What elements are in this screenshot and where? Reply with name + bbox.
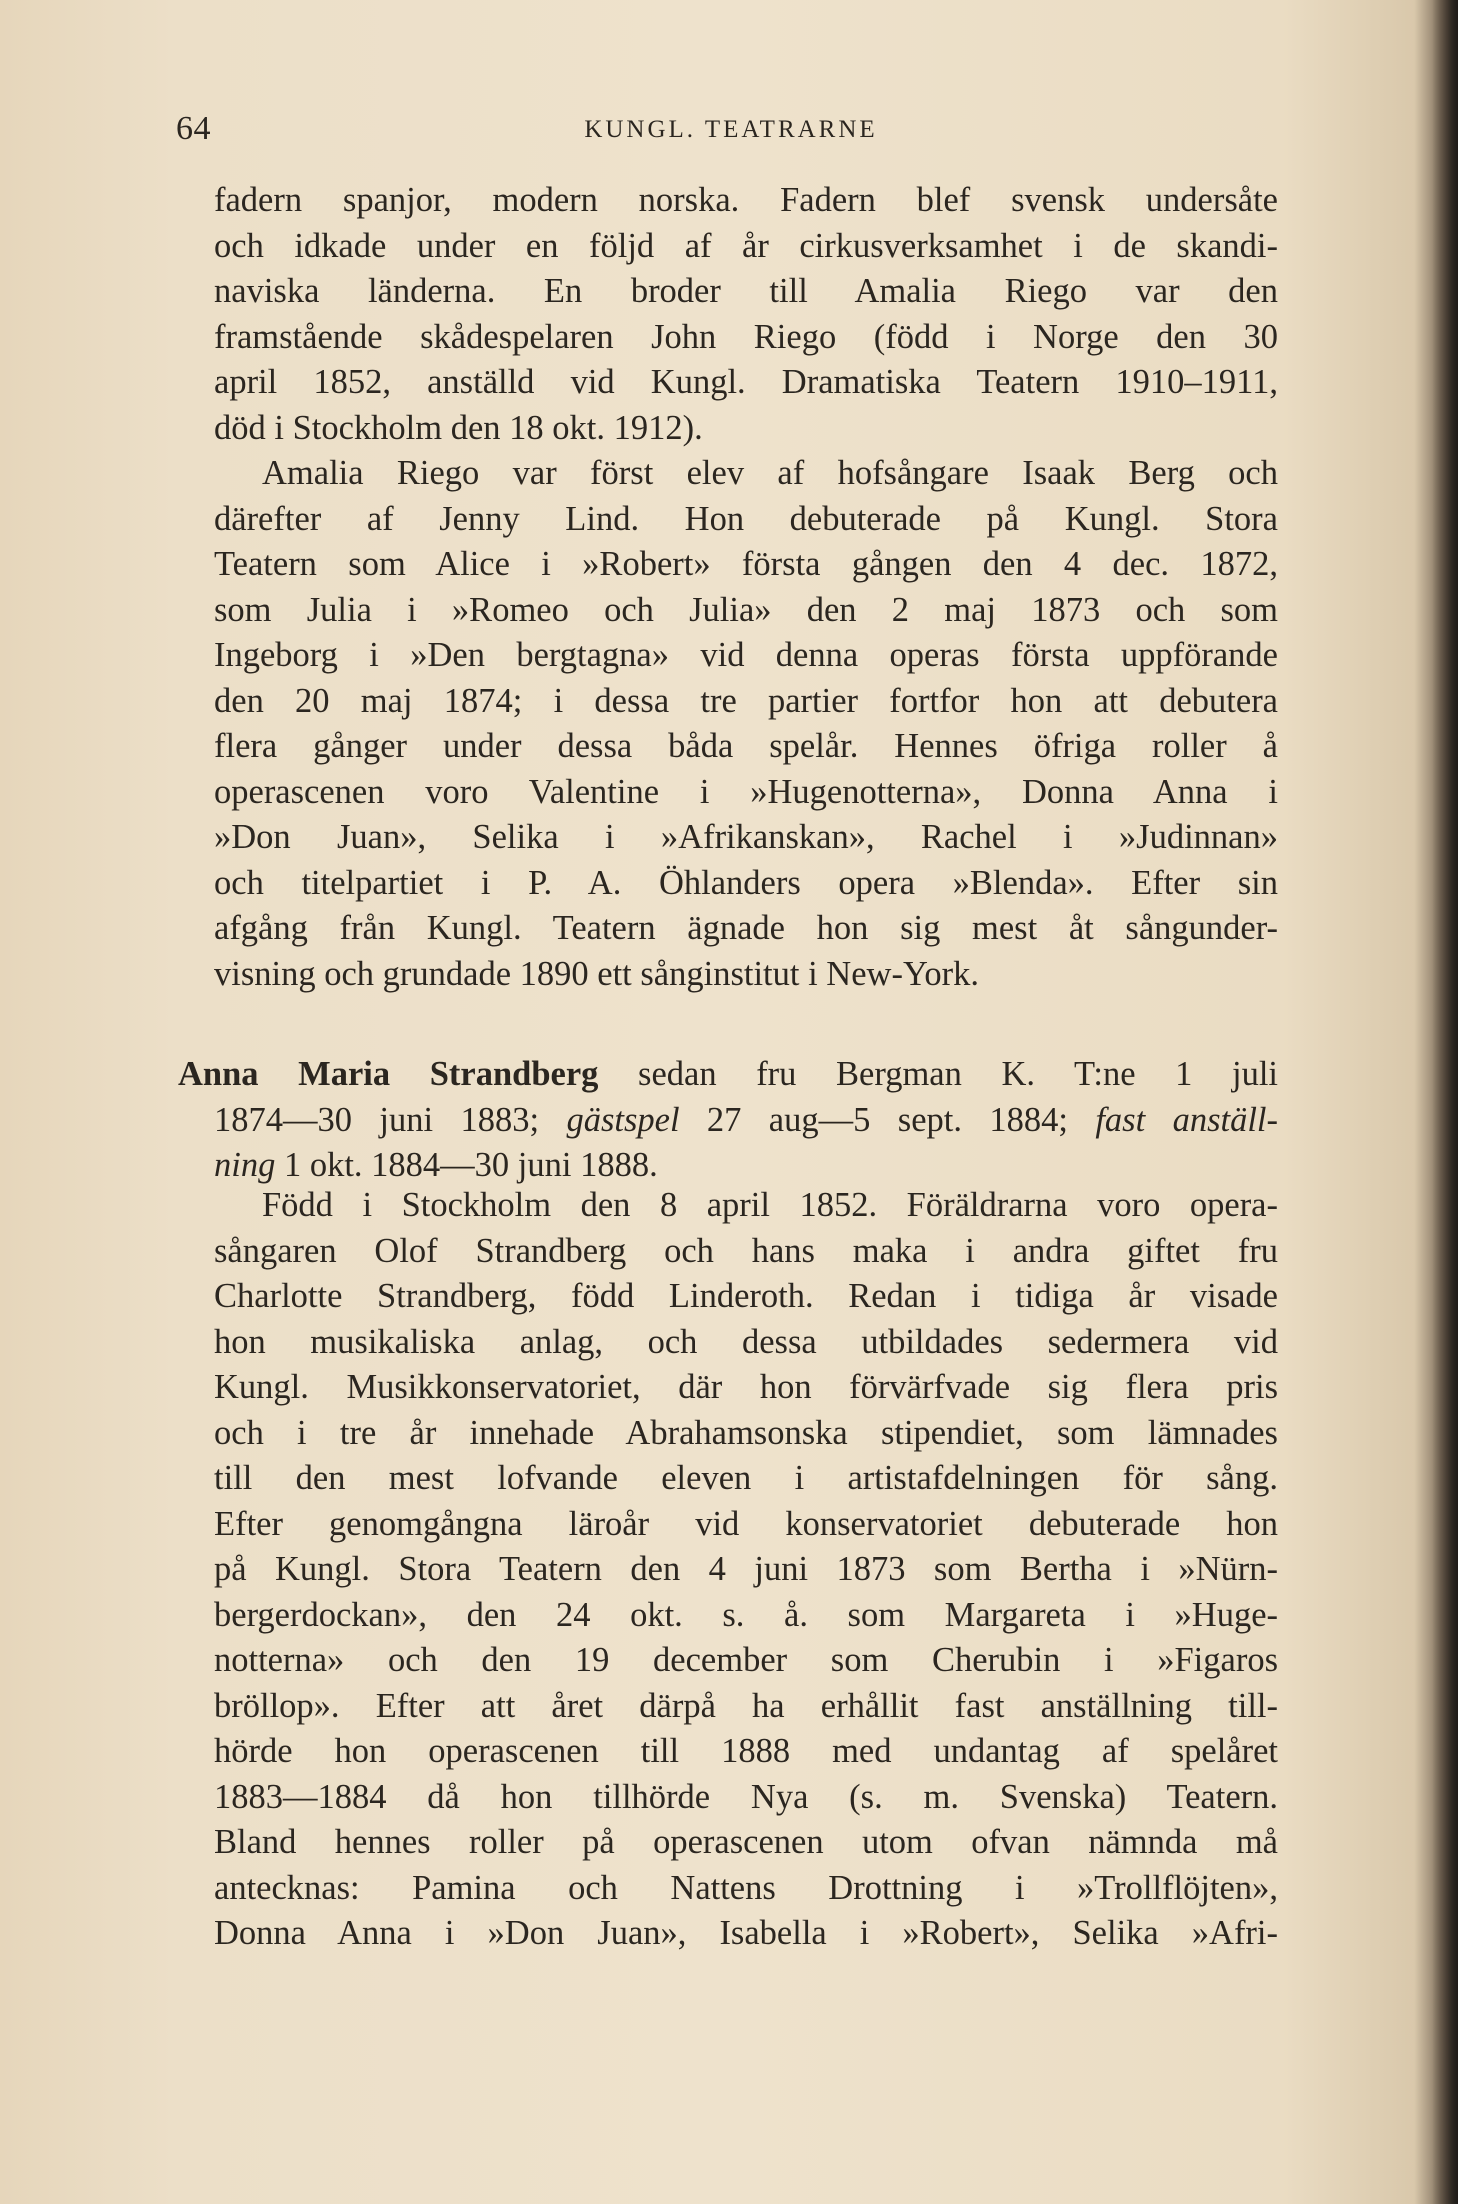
text-line: april 1852, anställd vid Kungl. Dramatiska Teatern 1910–1911, — [214, 363, 1278, 401]
entry-gastspel: gästspel — [566, 1100, 680, 1139]
text-line: Kungl. Musikkonservatoriet, där hon förvärfvade sig flera pris — [214, 1368, 1278, 1406]
text-line: död i Stockholm den 18 okt. 1912). — [214, 408, 703, 447]
text-line: operascenen voro Valentine i »Hugenotterna», Donna Anna i — [214, 772, 1278, 811]
text-line: Efter genomgångna läroår vid konservatoriet debuterade hon — [214, 1504, 1278, 1543]
text-line: som Julia i »Romeo och Julia» den 2 maj 1873 och som — [214, 590, 1278, 629]
page-edge-shadow — [1432, 0, 1458, 2204]
entry-dates-line-2 — [214, 1143, 1278, 1189]
text-line: hörde hon operascenen till 1888 med undantag af spelåret — [214, 1732, 1278, 1770]
page-number: 64 — [176, 110, 211, 147]
text-line: och titelpartiet i P. A. Öhlanders opera »Blenda». Efter sin — [214, 863, 1278, 902]
text-line: fadern spanjor, modern norska. Fadern blef svensk undersåte — [214, 181, 1278, 219]
text-line: Charlotte Strandberg, född Linderoth. Redan i tidiga år visade — [214, 1277, 1278, 1315]
entry-heading-rest: sedan fru Bergman K. T:ne 1 juli — [638, 1055, 1279, 1093]
text-line: 1883—1884 då hon tillhörde Nya (s. m. Svenska) Teatern. — [214, 1777, 1278, 1816]
text-line: Amalia Riego var först elev af hofsångare Isaak Berg och — [262, 454, 1278, 492]
text-line: Donna Anna i »Don Juan», Isabella i »Robert», Selika »Afri- — [214, 1914, 1278, 1952]
entry-strandberg — [178, 1052, 1279, 1189]
text-line: afgång från Kungl. Teatern ägnade hon sig mest åt sångunder- — [214, 909, 1278, 947]
text-line: framstående skådespelaren John Riego (född i Norge den 30 — [214, 317, 1278, 356]
text-line: Bland hennes roller på operascenen utom ofvan nämnda må — [214, 1823, 1278, 1861]
text-line: sångaren Olof Strandberg och hans maka i andra giftet fru — [214, 1231, 1278, 1270]
text-line: Teatern som Alice i »Robert» första gången den 4 dec. 1872, — [214, 545, 1278, 583]
text-line: notterna» och den 19 december som Cherubin i »Figaros — [214, 1641, 1278, 1679]
text-line: bröllop». Efter att året därpå ha erhållit fast anställning till- — [214, 1686, 1278, 1725]
text-line: därefter af Jenny Lind. Hon debuterade på Kungl. Stora — [214, 499, 1278, 538]
entry-heading-line — [178, 1052, 1278, 1098]
paragraph-family — [214, 178, 1278, 451]
text-line: den 20 maj 1874; i dessa tre partier fortfor hon att debutera — [214, 681, 1278, 720]
text-line: Född i Stockholm den 8 april 1852. Föräldrarna voro opera- — [262, 1186, 1278, 1224]
page-header — [176, 110, 1286, 170]
entry-dates-line — [214, 1098, 1278, 1144]
text-line: hon musikaliska anlag, och dessa utbildades sedermera vid — [214, 1322, 1278, 1361]
text-line: till den mest lofvande eleven i artistafdelningen för sång. — [214, 1459, 1278, 1497]
text-line: naviska länderna. En broder till Amalia Riego var den — [214, 272, 1278, 310]
text-line: och i tre år innehade Abrahamsonska stipendiet, som lämnades — [214, 1413, 1278, 1452]
text-line: bergerdockan», den 24 okt. s. å. som Margareta i »Huge- — [214, 1595, 1278, 1634]
entry-dates-1: 1874—30 juni 1883; — [214, 1100, 540, 1139]
text-line: och idkade under en följd af år cirkusverksamhet i de skandi- — [214, 226, 1278, 265]
entry-fast-anstallning: fast anställ- — [1095, 1100, 1278, 1139]
paragraph-career — [214, 451, 1278, 997]
entry-dates-2: 27 aug—5 sept. 1884; — [706, 1100, 1068, 1139]
text-line: Ingeborg i »Den bergtagna» vid denna operas första uppförande — [214, 636, 1278, 674]
text-line: »Don Juan», Selika i »Afrikanskan», Rachel i »Judinnan» — [214, 818, 1278, 856]
entry-ning: ning — [214, 1146, 276, 1184]
text-block-riego — [214, 178, 1278, 997]
running-head: KUNGL. TEATRARNE — [584, 116, 878, 143]
entry-dates-3: 1 okt. 1884—30 juni 1888. — [283, 1146, 658, 1184]
text-line: på Kungl. Stora Teatern den 4 juni 1873 som Bertha i »Nürn- — [214, 1550, 1278, 1588]
text-line: visning och grundade 1890 ett sånginstitut i New-York. — [214, 954, 980, 993]
text-line: antecknas: Pamina och Nattens Drottning i »Trollflöjten», — [214, 1868, 1278, 1907]
text-line: flera gånger under dessa båda spelår. Hennes öfriga roller å — [214, 727, 1278, 765]
paragraph-strandberg-bio — [214, 1183, 1278, 1957]
entry-name: Anna Maria Strandberg — [178, 1055, 599, 1093]
